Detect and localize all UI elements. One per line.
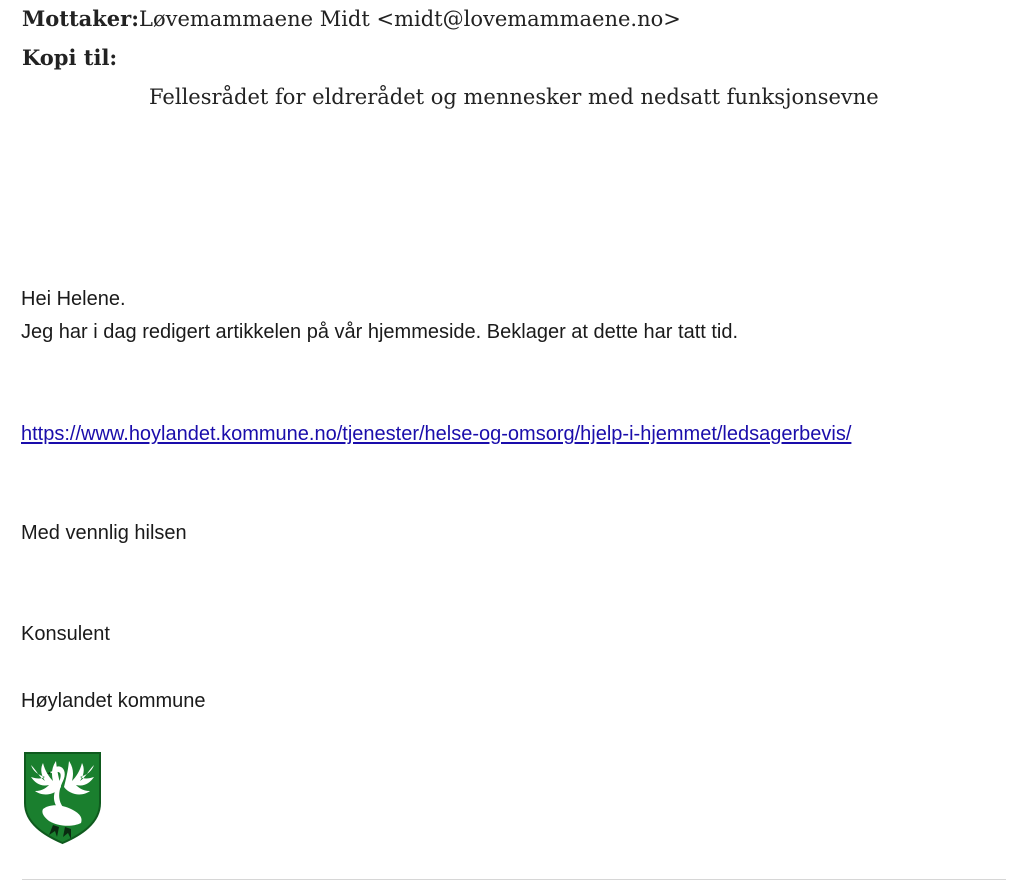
signature-organization: Høylandet kommune [21, 690, 206, 712]
closing-text: Med vennlig hilsen [21, 522, 187, 544]
cc-value[interactable]: Fellesrådet for eldrerådet og mennesker med nedsatt funksjonsevne [149, 85, 879, 109]
recipient-label: Mottaker: [22, 6, 139, 31]
recipient-value[interactable]: Løvemammaene Midt <midt@lovemammaene.no> [139, 7, 681, 31]
recipient-row [22, 4, 681, 34]
swan-coat-of-arms-icon [23, 751, 102, 845]
message-text: Jeg har i dag redigert artikkelen på vår hjemmeside. Beklager at dette har tatt tid. [21, 321, 739, 343]
signature-title: Konsulent [21, 623, 110, 645]
cc-label: Kopi til: [22, 45, 118, 70]
divider [22, 879, 1006, 880]
article-link[interactable]: https://www.hoylandet.kommune.no/tjenester/helse-og-omsorg/hjelp-i-hjemmet/ledsagerbevis/ [21, 423, 852, 445]
greeting-text: Hei Helene. [21, 288, 126, 310]
cc-row [22, 43, 117, 73]
